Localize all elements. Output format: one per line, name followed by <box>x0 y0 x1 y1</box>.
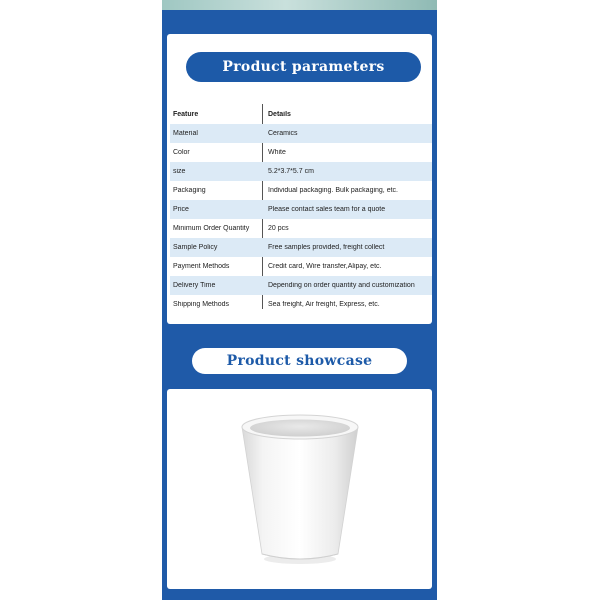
feature-cell: Packaging <box>173 187 206 194</box>
table-row <box>170 200 432 219</box>
table-header-row <box>170 104 432 124</box>
showcase-heading: Product showcase <box>192 348 407 374</box>
details-cell: 20 pcs <box>268 225 289 232</box>
feature-cell: Material <box>173 130 198 137</box>
table-row <box>170 276 432 295</box>
details-cell: Free samples provided, freight collect <box>268 244 385 251</box>
details-cell: White <box>268 149 286 156</box>
parameters-table <box>170 104 432 314</box>
details-cell: Depending on order quantity and customization <box>268 282 415 289</box>
table-row <box>170 238 432 257</box>
table-row <box>170 162 432 181</box>
details-cell: Ceramics <box>268 130 298 137</box>
showcase-card <box>167 389 432 589</box>
table-row <box>170 257 432 276</box>
table-row <box>170 219 432 238</box>
table-row <box>170 181 432 200</box>
table-row <box>170 124 432 143</box>
parameters-heading: Product parameters <box>186 52 421 82</box>
feature-cell: Minimum Order Quantity <box>173 225 250 232</box>
table-row <box>170 143 432 162</box>
details-cell: 5.2*3.7*5.7 cm <box>268 168 314 175</box>
feature-cell: Color <box>173 149 190 156</box>
feature-cell: Sample Policy <box>173 244 218 251</box>
header-details: Details <box>268 110 291 118</box>
details-cell: Credit card, Wire transfer,Alipay, etc. <box>268 263 382 270</box>
feature-cell: Delivery Time <box>173 282 216 289</box>
details-cell: Individual packaging. Bulk packaging, etc. <box>268 187 398 194</box>
white-ceramic-cup-image <box>167 389 432 589</box>
top-banner-strip <box>162 0 437 10</box>
feature-cell: Shipping Methods <box>173 301 230 308</box>
details-cell: Please contact sales team for a quote <box>268 206 386 213</box>
feature-cell: size <box>173 168 186 175</box>
product-panel <box>162 0 437 600</box>
parameters-card <box>167 34 432 324</box>
feature-cell: Payment Methods <box>173 263 230 270</box>
table-row <box>170 295 432 314</box>
details-cell: Sea freight, Air freight, Express, etc. <box>268 301 380 308</box>
feature-cell: Price <box>173 206 189 213</box>
header-feature: Feature <box>173 110 199 118</box>
